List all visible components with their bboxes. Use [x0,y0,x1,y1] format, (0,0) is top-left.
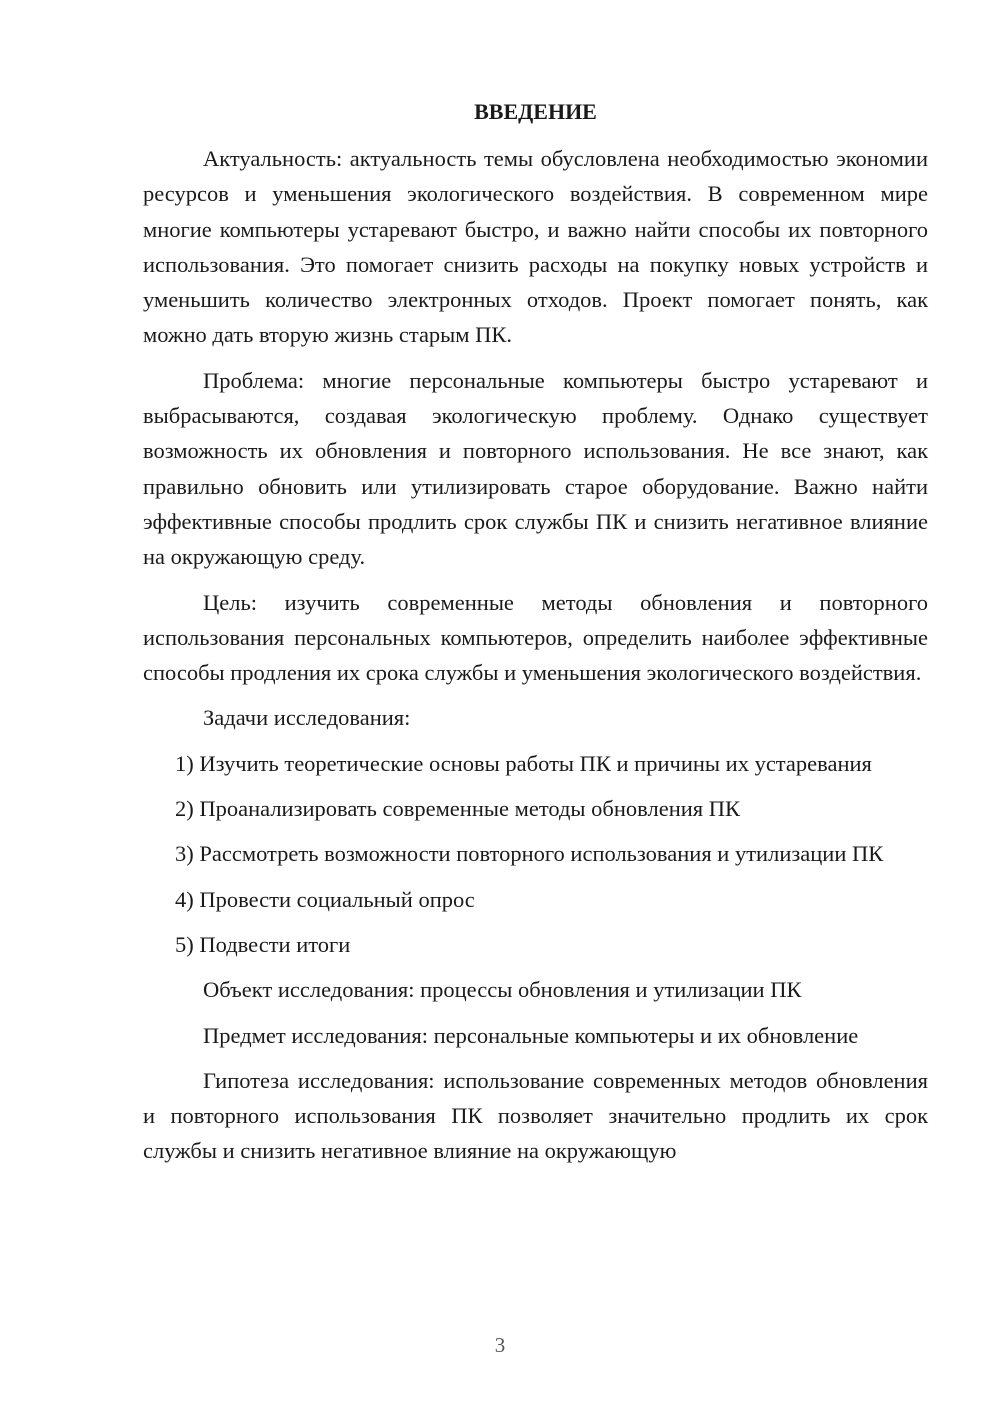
page-number: 3 [494,1333,506,1357]
problem-paragraph: Проблема: многие персональные компьютеры быстро устаревают и выбрасываются, создавая экологическую проблему. Однако существует возможность их обновления и повторного использования. Не все знают, как правильно обновить или утилизировать старое оборудование. Важно найти эффективные способы продлить срок службы ПК и снизить негативное влияние на окружающую среду. [143,367,928,570]
document-page [143,94,928,1179]
section-heading: ВВЕДЕНИЕ [474,99,597,124]
task-item-2: 2) Проанализировать современные методы обновления ПК [175,796,741,822]
tasks-title: Задачи исследования: [203,705,411,731]
goal-paragraph: Цель: изучить современные методы обновления и повторного использования персональных компьютеров, определить наиболее эффективные способы продления их срока службы и уменьшения экологического воздействия. [143,589,928,686]
hypothesis-paragraph: Гипотеза исследования: использование современных методов обновления и повторного использования ПК позволяет значительно продлить их срок службы и снизить негативное влияние на окружающую [143,1067,928,1164]
subject-paragraph: Предмет исследования: персональные компьютеры и их обновление [203,1022,859,1048]
task-item-1: 1) Изучить теоретические основы работы ПК и причины их устаревания [175,750,872,776]
object-paragraph: Объект исследования: процессы обновления и утилизации ПК [203,977,802,1003]
task-item-5: 5) Подвести итоги [175,931,351,957]
task-item-3: 3) Рассмотреть возможности повторного использования и утилизации ПК [175,841,884,867]
relevance-paragraph: Актуальность: актуальность темы обусловлена необходимостью экономии ресурсов и уменьшения экологического воздействия. В современном мире многие компьютеры устаревают быстро, и важно найти способы их повторного использования. Это помогает снизить расходы на покупку новых устройств и уменьшить количество электронных отходов. Проект помогает понять, как можно дать вторую жизнь старым ПК. [143,146,928,348]
task-item-4: 4) Провести социальный опрос [175,886,475,912]
